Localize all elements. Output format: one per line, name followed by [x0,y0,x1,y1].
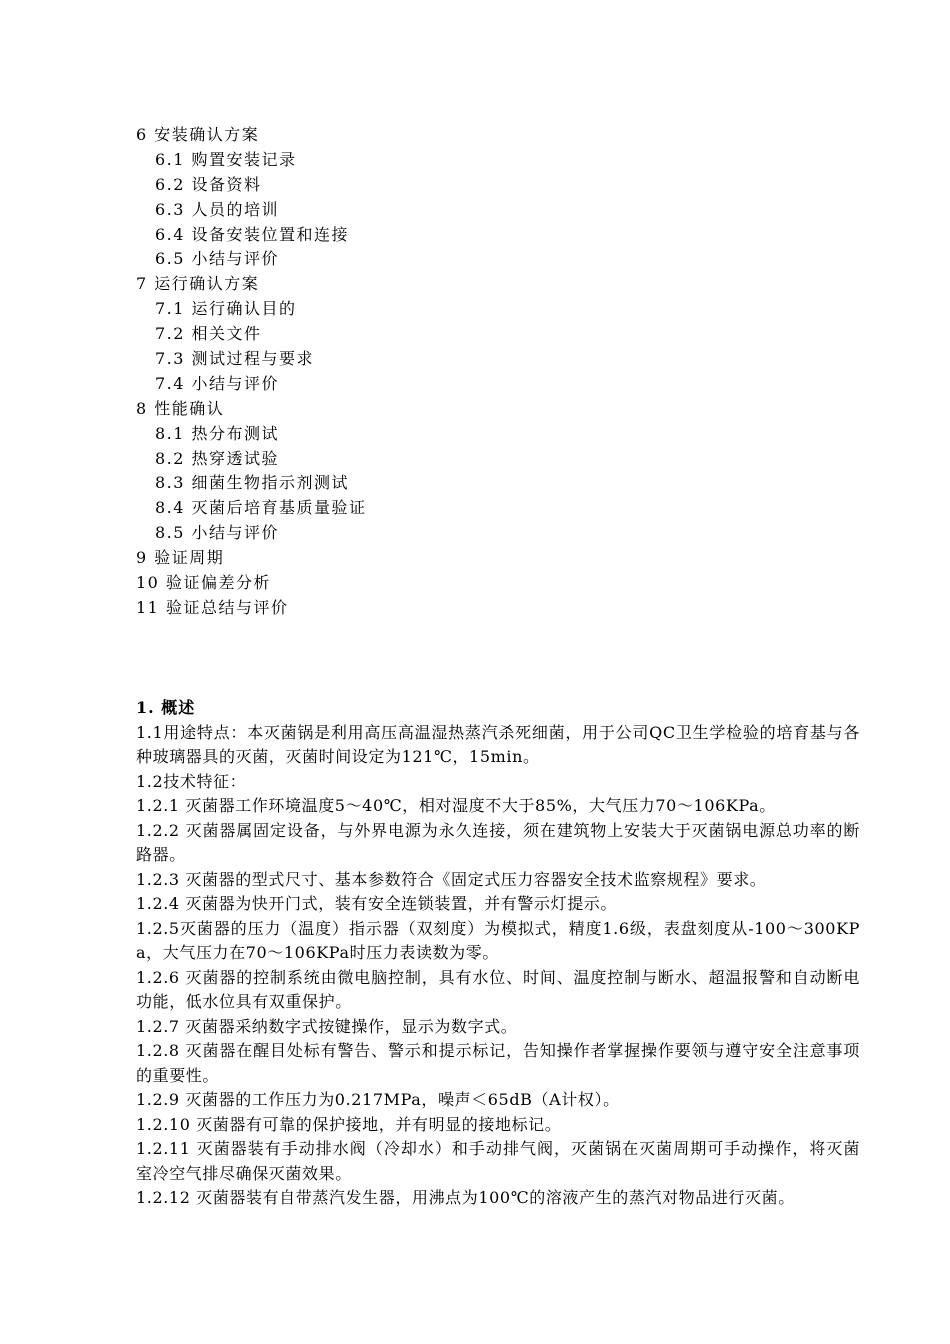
toc-entry: 7.2 相关文件 [155,324,262,344]
paragraph: 1.1用途特点：本灭菌锅是利用高压高温湿热蒸汽杀死细菌，用于公司QC卫生学检验的培育基与各种玻璃器具的灭菌，灭菌时间设定为121℃，15min。 [136,722,860,766]
paragraph: 1.2.8 灭菌器在醒目处标有警告、警示和提示标记，告知操作者掌握操作要领与遵守安全注意事项的重要性。 [136,1041,860,1085]
toc-entry: 8.3 细菌生物指示剂测试 [155,473,350,493]
toc-entry: 11 验证总结与评价 [136,597,289,617]
toc-entry: 7.4 小结与评价 [155,373,280,393]
toc-entry: 8.1 热分布测试 [155,423,280,443]
paragraph: 1.2.9 灭菌器的工作压力为0.217MPa，噪声＜65dB（A计权）。 [136,1090,620,1109]
section-heading: 1. 概述 [136,698,196,717]
paragraph: 1.2.10 灭菌器有可靠的保护接地，并有明显的接地标记。 [136,1114,562,1134]
toc-entry: 10 验证偏差分析 [136,573,271,593]
table-of-contents [136,123,836,621]
toc-entry: 8.2 热穿透试验 [155,448,280,468]
section-overview [136,696,860,1211]
paragraph: 1.2.6 灭菌器的控制系统由微电脑控制，具有水位、时间、温度控制与断水、超温报警和自动断电功能，低水位具有双重保护。 [136,967,860,1011]
paragraph: 1.2.2 灭菌器属固定设备，与外界电源为永久连接，须在建筑物上安装大于灭菌锅电源总功率的断路器。 [136,820,860,864]
toc-entry: 6.3 人员的培训 [155,199,280,219]
paragraph: 1.2技术特征： [136,771,247,791]
toc-entry: 7 运行确认方案 [136,274,260,294]
toc-entry: 7.3 测试过程与要求 [155,349,315,369]
toc-entry: 6 安装确认方案 [136,125,260,144]
toc-entry: 7.1 运行确认目的 [155,299,297,319]
toc-entry: 8 性能确认 [136,398,225,418]
toc-entry: 6.1 购置安装记录 [155,149,297,169]
paragraph: 1.2.7 灭菌器采纳数字式按键操作，显示为数字式。 [136,1016,518,1036]
paragraph: 1.2.4 灭菌器为快开门式，装有安全连锁装置，并有警示灯提示。 [136,894,617,913]
toc-entry: 8.4 灭菌后培育基质量验证 [155,498,367,518]
toc-entry: 6.4 设备安装位置和连接 [155,224,350,244]
toc-entry: 6.2 设备资料 [155,174,262,194]
toc-entry: 8.5 小结与评价 [155,523,280,543]
toc-entry: 9 验证周期 [136,548,225,568]
paragraph: 1.2.5灭菌器的压力（温度）指示器（双刻度）为模拟式，精度1.6级，表盘刻度从-100～300KPa，大气压力在70～106KPa时压力表读数为零。 [136,918,860,962]
toc-entry: 6.5 小结与评价 [155,249,280,269]
paragraph: 1.2.12 灭菌器装有自带蒸汽发生器，用沸点为100℃的溶液产生的蒸汽对物品进行灭菌。 [136,1188,795,1207]
paragraph: 1.2.3 灭菌器的型式尺寸、基本参数符合《固定式压力容器安全技术监察规程》要求。 [136,869,767,889]
paragraph: 1.2.1 灭菌器工作环境温度5～40℃，相对湿度不大于85%，大气压力70～106KPa。 [136,796,776,815]
paragraph: 1.2.11 灭菌器装有手动排水阀（冷却水）和手动排气阀，灭菌锅在灭菌周期可手动操作，将灭菌室冷空气排尽确保灭菌效果。 [136,1139,860,1183]
